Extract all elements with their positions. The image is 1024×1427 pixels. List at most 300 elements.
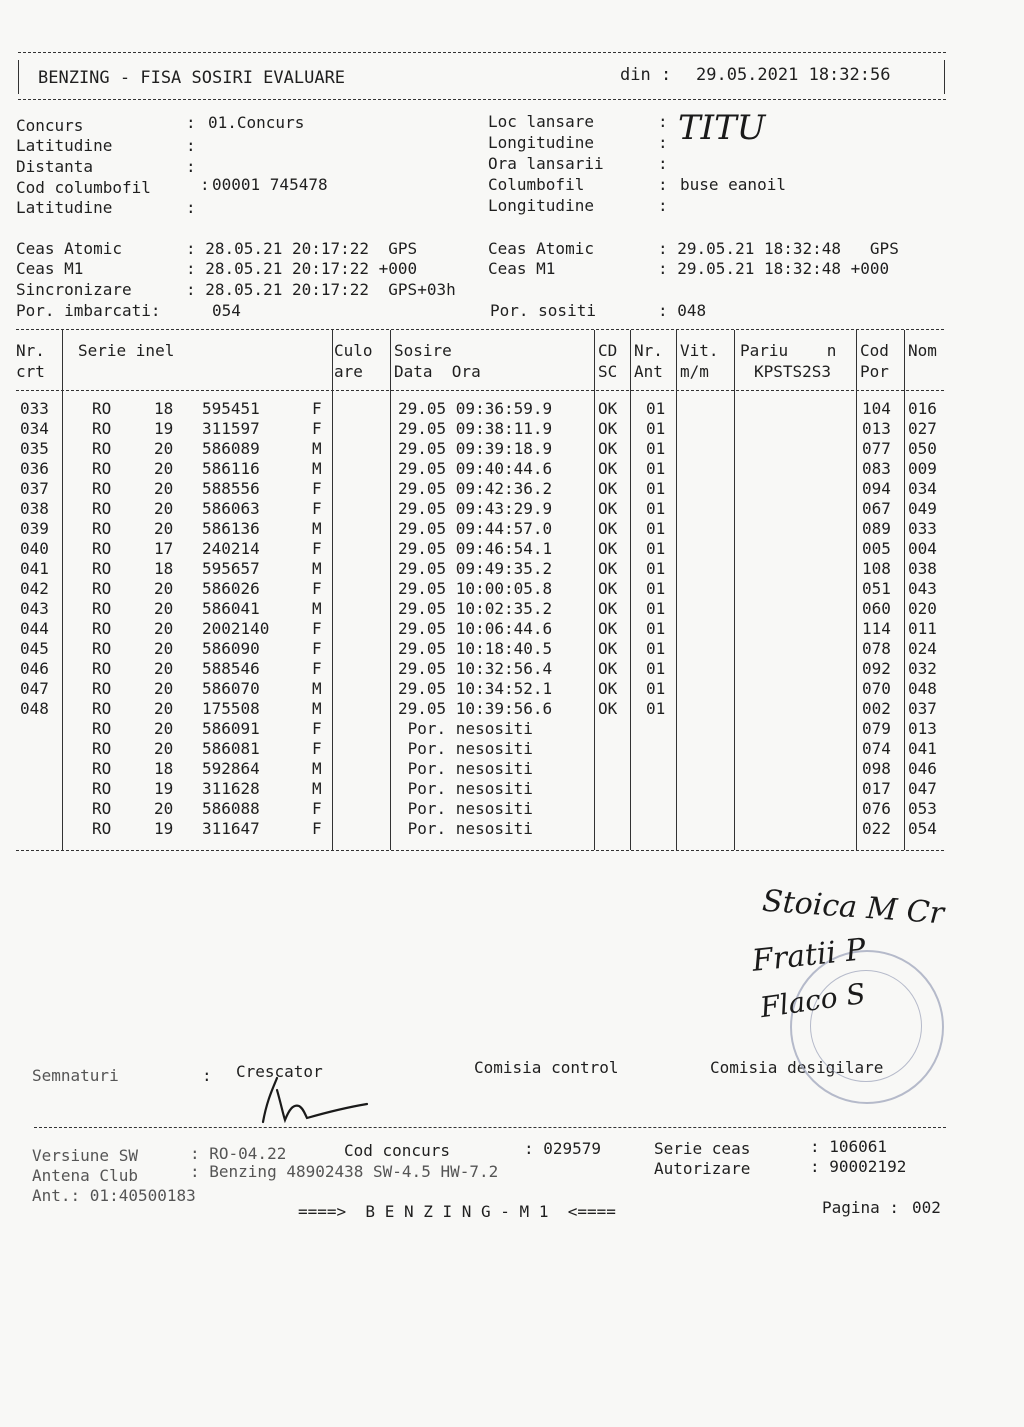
ceas-atomic-left: : 28.05.21 20:17:22 GPS [186,239,418,258]
cell-ant: 01 [646,439,666,458]
ceas-m1-right-label: Ceas M1 [488,259,556,278]
ant-line: Ant.: 01:40500183 [32,1186,196,1205]
cell-num: 311628 [202,779,260,798]
cell-sex: F [312,479,322,498]
cell-nom: 047 [908,779,937,798]
table-row [0,399,940,419]
cell-cc: RO [92,479,112,498]
loc-lansare-label: Loc lansare [488,112,594,131]
cell-cd: OK [598,679,618,698]
cell-sex: M [312,519,322,538]
cell-sosire: 29.05 09:49:35.2 [398,559,553,578]
ceas-atomic-right-label: Ceas Atomic [488,239,594,258]
distanta-sep: : [186,157,196,176]
cod-concurs-value: : 029579 [524,1139,602,1158]
cell-nom: 004 [908,539,937,558]
cell-cc: RO [92,519,112,538]
cell-yy: 20 [154,519,174,538]
header-culo-1: Culo [334,341,373,360]
cell-nr: 035 [20,439,49,458]
cell-sex: M [312,599,322,618]
cell-cc: RO [92,459,112,478]
cell-cc: RO [92,559,112,578]
cell-sosire: Por. nesositi [398,799,533,818]
cell-cod: 002 [862,699,891,718]
table-row [0,539,940,559]
cell-cc: RO [92,819,112,838]
cell-sosire: 29.05 09:39:18.9 [398,439,553,458]
cell-num: 588556 [202,479,260,498]
cell-ant: 01 [646,659,666,678]
cell-cc: RO [92,499,112,518]
cell-cd: OK [598,439,618,458]
cell-sosire: 29.05 10:00:05.8 [398,579,553,598]
cell-sex: M [312,679,322,698]
cell-cc: RO [92,599,112,618]
cell-cc: RO [92,759,112,778]
cell-nom: 024 [908,639,937,658]
cell-cod: 051 [862,579,891,598]
cell-nr: 039 [20,519,49,538]
cell-sosire: Por. nesositi [398,759,533,778]
latitudine-label-1: Latitudine [16,136,113,155]
cell-sosire: 29.05 10:34:52.1 [398,679,553,698]
document-date: 29.05.2021 18:32:56 [696,65,891,85]
cell-num: 240214 [202,539,260,558]
table-row [0,659,940,679]
cell-cd: OK [598,639,618,658]
cell-nom: 038 [908,559,937,578]
cell-cd: OK [598,499,618,518]
sincronizare-value: : 28.05.21 20:17:22 GPS+03h [186,280,456,299]
cell-nom: 013 [908,719,937,738]
longitudine-label-2: Longitudine [488,196,594,215]
cell-ant: 01 [646,679,666,698]
cell-yy: 18 [154,559,174,578]
cell-nr: 043 [20,599,49,618]
header-nom: Nom [908,341,937,360]
longitudine-label-1: Longitudine [488,133,594,152]
cell-sex: M [312,439,322,458]
ceas-m1-right: : 29.05.21 18:32:48 +000 [658,259,890,278]
autorizare-label: Autorizare [654,1159,751,1178]
sositi-label: Por. sositi [490,301,596,320]
cell-yy: 19 [154,419,174,438]
cell-yy: 19 [154,779,174,798]
cell-cc: RO [92,679,112,698]
longitudine-sep-1: : [658,133,668,152]
autorizare-value: : 90002192 [810,1157,907,1176]
table-row [0,719,940,739]
cell-sex: F [312,719,322,738]
comisia-control-label: Comisia control [474,1058,619,1077]
cell-num: 586136 [202,519,260,538]
cell-yy: 20 [154,719,174,738]
table-row [0,579,940,599]
ora-lansarii-label: Ora lansarii [488,154,604,173]
header-sosire-1: Sosire [394,341,452,360]
cell-sex: F [312,659,322,678]
cell-sosire: 29.05 09:36:59.9 [398,399,553,418]
cell-nom: 033 [908,519,937,538]
cell-ant: 01 [646,539,666,558]
cell-nr: 046 [20,659,49,678]
handwritten-name-2: Fratii P [750,932,868,979]
header-culo-2: are [334,362,363,381]
cell-sex: F [312,639,322,658]
table-row [0,459,940,479]
cell-cc: RO [92,699,112,718]
header-pariu-2: KPSTS2S3 [754,362,832,381]
cell-nr: 044 [20,619,49,638]
cell-cd: OK [598,419,618,438]
cell-nom: 037 [908,699,937,718]
cell-sosire: Por. nesositi [398,819,533,838]
table-row [0,779,940,799]
cell-cc: RO [92,779,112,798]
cell-cod: 060 [862,599,891,618]
title-top-rule [18,52,946,53]
table-top-rule [16,329,944,330]
cell-nr: 040 [20,539,49,558]
cell-cc: RO [92,619,112,638]
cell-num: 311597 [202,419,260,438]
cell-cod: 070 [862,679,891,698]
cell-sosire: 29.05 09:44:57.0 [398,519,553,538]
cell-cc: RO [92,579,112,598]
cell-nr: 042 [20,579,49,598]
pagina-value: 002 [912,1198,941,1217]
table-row [0,639,940,659]
cell-sosire: 29.05 10:39:56.6 [398,699,553,718]
cell-sex: F [312,499,322,518]
header-cd-1: CD [598,341,618,360]
columbofil-sep: : [658,175,668,194]
header-vit-2: m/m [680,362,709,381]
cell-cod: 013 [862,419,891,438]
cell-cc: RO [92,439,112,458]
cell-yy: 20 [154,639,174,658]
cell-ant: 01 [646,479,666,498]
footer-rule [34,1127,946,1128]
cell-cod: 017 [862,779,891,798]
cell-ant: 01 [646,579,666,598]
cell-ant: 01 [646,699,666,718]
cell-yy: 20 [154,439,174,458]
distanta-label: Distanta [16,157,94,176]
cell-sosire: Por. nesositi [398,719,533,738]
comisia-desigilare-label: Comisia desigilare [710,1058,884,1077]
cell-yy: 18 [154,399,174,418]
cell-num: 592864 [202,759,260,778]
cell-cd: OK [598,479,618,498]
title-left-border [18,60,19,94]
cell-nr: 036 [20,459,49,478]
imbarcati-label: Por. imbarcati: [16,301,161,320]
cell-yy: 20 [154,459,174,478]
cell-sex: M [312,459,322,478]
cell-yy: 20 [154,699,174,718]
cell-num: 595451 [202,399,260,418]
cell-yy: 20 [154,619,174,638]
cell-nom: 050 [908,439,937,458]
cell-cd: OK [598,699,618,718]
cell-nr: 033 [20,399,49,418]
cod-columbofil-sep: : [200,175,210,194]
cell-yy: 20 [154,579,174,598]
cell-cc: RO [92,799,112,818]
ceas-m1-left: : 28.05.21 20:17:22 +000 [186,259,418,278]
crescator-label: Crescator [236,1062,323,1081]
cell-cod: 094 [862,479,891,498]
cod-columbofil-value: 00001 745478 [212,175,328,194]
table-row [0,519,940,539]
cell-nom: 020 [908,599,937,618]
versiune-value: : RO-04.22 [190,1144,287,1163]
cell-sosire: 29.05 09:40:44.6 [398,459,553,478]
cell-cod: 022 [862,819,891,838]
cell-yy: 17 [154,539,174,558]
cell-cod: 092 [862,659,891,678]
cell-cd: OK [598,559,618,578]
concurs-sep: : [186,113,196,132]
cell-yy: 20 [154,599,174,618]
table-header-rule [16,390,944,391]
imbarcati-value: 054 [212,301,241,320]
cell-sex: F [312,739,322,758]
document-date-label: din : [620,65,672,85]
cell-cd: OK [598,659,618,678]
table-row [0,679,940,699]
cell-sosire: 29.05 09:42:36.2 [398,479,553,498]
latitudine-label-2: Latitudine [16,198,113,217]
cell-nom: 027 [908,419,937,438]
cell-ant: 01 [646,499,666,518]
cell-nr: 037 [20,479,49,498]
cell-num: 586026 [202,579,260,598]
cell-nr: 038 [20,499,49,518]
header-cd-2: SC [598,362,618,381]
cell-sex: F [312,399,322,418]
header-cod-1: Cod [860,341,889,360]
cell-sex: F [312,819,322,838]
versiune-label: Versiune SW [32,1146,138,1165]
cell-nom: 009 [908,459,937,478]
header-nr-1: Nr. [16,341,45,360]
cell-nr: 034 [20,419,49,438]
header-sosire-2: Data Ora [394,362,481,381]
cell-cc: RO [92,739,112,758]
cell-ant: 01 [646,519,666,538]
cell-yy: 20 [154,499,174,518]
cell-nr: 041 [20,559,49,578]
cell-cod: 114 [862,619,891,638]
cell-sex: M [312,559,322,578]
cell-sosire: 29.05 10:06:44.6 [398,619,553,638]
table-bottom-rule [16,850,944,851]
cell-yy: 19 [154,819,174,838]
cell-yy: 20 [154,479,174,498]
document-title: BENZING - FISA SOSIRI EVALUARE [38,68,346,88]
cell-cod: 076 [862,799,891,818]
header-ant-2: Ant [634,362,663,381]
cell-nom: 046 [908,759,937,778]
crescator-signature [255,1070,375,1130]
cell-sosire: Por. nesositi [398,739,533,758]
header-ant-1: Nr. [634,341,663,360]
cell-yy: 20 [154,799,174,818]
cell-sex: F [312,579,322,598]
cell-ant: 01 [646,419,666,438]
cell-sosire: 29.05 10:02:35.2 [398,599,553,618]
cell-num: 586041 [202,599,260,618]
cell-ant: 01 [646,639,666,658]
table-row [0,619,940,639]
title-right-border [944,60,945,94]
ceas-atomic-right: : 29.05.21 18:32:48 GPS [658,239,899,258]
cell-num: 586116 [202,459,260,478]
header-serie: Serie inel [78,341,175,360]
cell-nom: 011 [908,619,937,638]
sincronizare-label: Sincronizare [16,280,132,299]
serie-ceas-value: : 106061 [810,1137,888,1156]
cell-sex: M [312,699,322,718]
cell-cc: RO [92,719,112,738]
title-bottom-rule [18,99,946,100]
concurs-value: 01.Concurs [208,113,305,132]
cell-cod: 079 [862,719,891,738]
table-row [0,599,940,619]
cell-yy: 20 [154,679,174,698]
cell-num: 175508 [202,699,260,718]
cell-nr: 048 [20,699,49,718]
table-row [0,439,940,459]
cell-cd: OK [598,579,618,598]
semnaturi-sep: : [202,1066,212,1085]
cell-sosire: 29.05 09:38:11.9 [398,419,553,438]
latitudine-sep-1: : [186,136,196,155]
cell-ant: 01 [646,459,666,478]
cell-cod: 083 [862,459,891,478]
longitudine-sep-2: : [658,196,668,215]
cell-sosire: Por. nesositi [398,779,533,798]
header-pariu-1: Pariu n [740,341,837,360]
cell-nom: 016 [908,399,937,418]
cell-sex: F [312,539,322,558]
table-row [0,799,940,819]
cell-nom: 034 [908,479,937,498]
cell-nom: 043 [908,579,937,598]
cell-nom: 048 [908,679,937,698]
cell-cod: 078 [862,639,891,658]
cell-num: 586070 [202,679,260,698]
handwritten-name-1: Stoica M Cr [761,883,946,932]
pagina-label: Pagina : [822,1198,900,1217]
cell-sex: M [312,759,322,778]
cell-yy: 20 [154,659,174,678]
cell-sex: F [312,619,322,638]
ora-lansarii-sep: : [658,154,668,173]
ceas-m1-label: Ceas M1 [16,259,84,278]
cell-yy: 18 [154,759,174,778]
table-row [0,419,940,439]
cell-cd: OK [598,459,618,478]
cell-cod: 098 [862,759,891,778]
cell-ant: 01 [646,619,666,638]
brand-line: ====> B E N Z I N G - M 1 <==== [298,1202,616,1221]
cell-sosire: 29.05 10:32:56.4 [398,659,553,678]
cell-cd: OK [598,599,618,618]
header-nr-2: crt [16,362,45,381]
cell-nr: 047 [20,679,49,698]
cell-ant: 01 [646,399,666,418]
cell-cod: 077 [862,439,891,458]
cell-sex: M [312,779,322,798]
cell-cd: OK [598,399,618,418]
antena-value: : Benzing 48902438 SW-4.5 HW-7.2 [190,1162,499,1181]
cell-sex: F [312,419,322,438]
handwritten-name-3: Flaco S [758,976,868,1025]
cell-cd: OK [598,619,618,638]
cell-nom: 053 [908,799,937,818]
cell-cc: RO [92,399,112,418]
cell-ant: 01 [646,599,666,618]
columbofil-value: buse eanoil [680,175,786,194]
cell-nom: 049 [908,499,937,518]
cell-num: 2002140 [202,619,270,638]
antena-label: Antena Club [32,1166,138,1185]
serie-ceas-label: Serie ceas [654,1139,751,1158]
cell-cod: 104 [862,399,891,418]
header-vit-1: Vit. [680,341,719,360]
cell-cod: 074 [862,739,891,758]
table-row [0,559,940,579]
cell-cod: 089 [862,519,891,538]
cell-num: 586063 [202,499,260,518]
table-row [0,819,940,839]
latitudine-sep-2: : [186,198,196,217]
cell-sosire: 29.05 09:43:29.9 [398,499,553,518]
cell-cod: 108 [862,559,891,578]
semnaturi-label: Semnaturi [32,1066,119,1085]
table-row [0,699,940,719]
cell-sosire: 29.05 09:46:54.1 [398,539,553,558]
columbofil-label: Columbofil [488,175,585,194]
cell-cd: OK [598,519,618,538]
cell-sosire: 29.05 10:18:40.5 [398,639,553,658]
cell-cd: OK [598,539,618,558]
cell-num: 586088 [202,799,260,818]
cell-cc: RO [92,419,112,438]
cell-num: 586081 [202,739,260,758]
cell-num: 595657 [202,559,260,578]
cell-cod: 005 [862,539,891,558]
cell-ant: 01 [646,559,666,578]
cell-cc: RO [92,659,112,678]
cell-num: 586090 [202,639,260,658]
cell-cc: RO [92,639,112,658]
header-cod-2: Por [860,362,889,381]
cell-num: 588546 [202,659,260,678]
cell-num: 586091 [202,719,260,738]
cod-concurs-label: Cod concurs [344,1141,450,1160]
cell-nom: 041 [908,739,937,758]
table-row [0,499,940,519]
loc-lansare-sep: : [658,112,668,131]
cell-sex: F [312,799,322,818]
ceas-atomic-label: Ceas Atomic [16,239,122,258]
cell-num: 586089 [202,439,260,458]
